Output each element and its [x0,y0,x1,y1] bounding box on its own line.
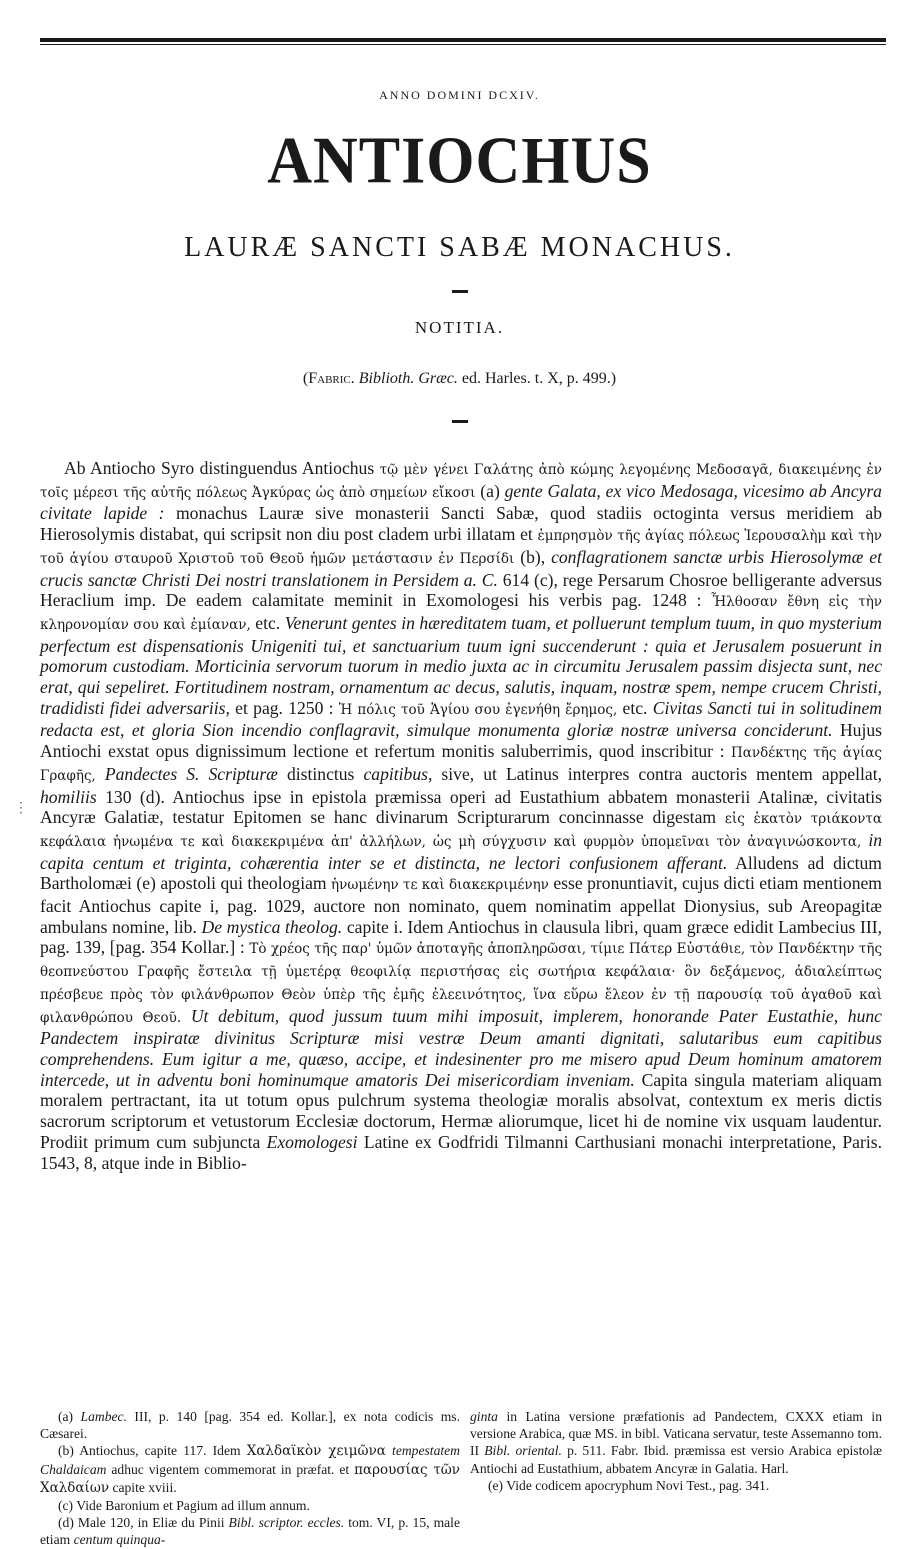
text-run: in Latina versione præfationis ad Pandectem, CXXX etiam in versione Arabica, quæ MS. in bibl. Vaticana servatur, teste Assemanno tom. II [470,1409,882,1459]
text-run: tom. VI, p. 15, male etiam [40,1515,460,1548]
italic-text: De mystica theolog. [201,916,343,937]
greek-text: ἡνωμένην τε καὶ διακεκριμένην [331,877,549,894]
greek-text: εἰς ἑκατὸν τριάκοντα κεφάλαια ἡνωμένα τε καὶ διακεκριμένα ἀπ' ἀλλήλων, ὡς μὴ σύγχυσιν καὶ φυρμὸν ὑπομεῖναι τὸν ἀναγινώσκοντα, [40,811,882,850]
margin-mark: ⋮ [14,801,28,816]
text-run: (d) Male 120, in Eliæ du Pinii [58,1515,229,1531]
text-run [96,764,105,784]
italic-text: Civitas Sancti tui in solitudinem redacta est, et gloria Sion incendio conflagravit, simulque monumenta gloriæ nostræ universa conciderunt. [40,697,882,741]
italic-text: ginta [470,1409,498,1424]
text-run: et pag. 1250 : [229,697,339,718]
paragraph [40,458,882,1173]
text-run: Capita singula materiam aliquam moralem pertractant, ita ut totum opus pulchrum systema theologiæ moralis absolvat, contextum ex meris dictis sacrorum scriptorum et vetustorum Ecclesiæ doctorum, Hermæ aliorumque, licet hi de nomine vix usquam laudentur. Prodiit primum cum subjuncta [40,1069,882,1152]
italic-text: Pandectes S. Scripturæ [104,763,278,784]
italic-text: tempestatem Chaldaicam [40,1443,460,1477]
italic-text: gente Galata, ex vico Medosaga, vicesimo ab Ancyra civitate lapide : [40,480,882,524]
italic-text: Bibl. scriptor. eccles. [228,1515,345,1531]
source-reference: (Fabric. Biblioth. Græc. ed. Harles. t. X, p. 499.) [302,370,617,387]
page-title: ANTIOCHUS [267,124,652,198]
footnotes-right [470,1408,882,1494]
top-rule [40,38,886,42]
italic-text: Bibl. oriental. [484,1443,562,1459]
footnote [40,1408,460,1442]
separator-dash [452,290,468,293]
italic-text: capitibus, [363,763,433,784]
text-run: Ab Antiocho Syro distinguendus Antiochus [64,458,380,478]
text-run: (e) Vide codicem apocryphum Novi Test., pag. 341. [488,1477,770,1493]
text-run: 614 (c), rege Persarum Chosroe belligerante adversus Heraclium imp. De eadem calamitate meminit in Exomologesi his verbis pag. 1248 : [40,569,882,611]
greek-text: τῷ μὲν γένει Γαλάτης ἀπὸ κώμης λεγομένης Μεδοσαγᾶ, διακειμένης ἐν τοῖς μέρεσι τῆς αὐτῆς πόλεως Ἀγκύρας ὡς ἀπὸ σημείων εἴκοσι [40,462,882,501]
running-head: ANNO DOMINI DCXIV. [379,88,540,102]
footnotes-left [40,1408,460,1549]
footnote [40,1514,460,1548]
main-text [40,458,882,1173]
separator-dash-2 [452,420,468,423]
greek-text: Ἡ πόλις τοῦ Ἁγίου σου ἐγενήθη ἔρημος, [338,701,618,718]
text-run: (a) [475,480,505,501]
text-run: esse pronuntiavit, cujus dicti etiam mentionem facit Antiochus capite i, pag. 1029, auctore non nominato, quem nominatim appellat Dionysius, sub Areopagitæ ambulans nomine, lib. [40,873,882,937]
text-run: III, p. 140 [pag. 354 ed. Kollar.], ex nota codicis ms. Cæsarei. [40,1409,460,1442]
greek-text: Χαλδαϊκὸν χειμῶνα [246,1443,386,1460]
text-run: adhuc vigentem commemorat in præfat. et [106,1461,355,1477]
page-subtitle: LAURÆ SANCTI SABÆ MONACHUS. [184,232,735,263]
text-run: etc. [250,612,285,633]
text-run: etc. [617,697,653,718]
text-run: (c) Vide Baronium et Pagium ad illum annum. [58,1498,310,1514]
footnote [470,1408,882,1477]
text-run: capite xviii. [109,1479,177,1495]
footnote [470,1477,882,1494]
footnote [40,1497,460,1514]
text-run: distinctus [277,763,364,784]
greek-text: ἐμπρησμὸν τῆς ἁγίας πόλεως Ἱερουσαλὴμ καὶ τὴν τοῦ ἁγίου σταυροῦ Χριστοῦ τοῦ Θεοῦ ἡμῶν μετάστασιν ἐν Περσίδι [40,528,882,567]
italic-text: homiliis [40,786,97,807]
italic-text: in capita centum et triginta, cohærentia inter se et distincta, ne lectori confusionem afferant. [40,829,882,873]
text-run: sive, ut Latinus interpres contra auctoris mentem appellat, [432,763,882,784]
greek-text: Ἦλθοσαν ἔθνη εἰς τὴν κληρονομίαν σου καὶ ἐμίαναν, [40,594,882,633]
italic-text: centum quinqua- [73,1532,166,1548]
italic-text: conflagrationem sanctæ urbis Hierosolymæ et crucis sanctæ Christi Dei nostri translationem in Persidem a. C. [40,546,882,590]
text-run: 130 (d). Antiochus ipse in epistola præmissa operi ad Eustathium abbatem monasterii Atalinæ, civitatis Ancyræ Galatiæ, testatur Epitomen se hanc divinarum Scripturarum concinnasse digestam [40,786,882,828]
greek-text: Πανδέκτης τῆς ἁγίας Γραφῆς, [40,745,882,784]
text-run: Alludens ad dictum Bartholomæi (e) apostoli qui theologiam [40,852,882,894]
italic-text: Lambec. [80,1409,127,1424]
text-run: capite i. Idem Antiochus in clausula libri, quam græce edidit Lambecius III, pag. 139, [pag. 354 Kollar.] : [40,916,882,958]
italic-text: Venerunt gentes in hæreditatem tuam, et polluerunt templum tuum, in quo mysterium perfectum est dispensationis Unigeniti tui, et sanctuarium tuum igni succenderunt : quia et Jerusalem posuerunt in pomorum custodiam. Morticinia servorum tuorum in medio juxta ac in circumitu Jerusalem passim disjecta sunt, nec erat, qui sepeliret. Fortitudinem nostram, ornamentum ac decus, salutis, inquam, nostræ spem, nempe crucem Christi, tradidisti fidei adversariis, [40,612,883,718]
text-run: p. 511. Fabr. Ibid. præmissa est versio Arabica epistolæ Antiochi ad Eustathium, abbatem Ancyræ in Galatia. Harl. [470,1443,883,1476]
text-run: monachus Lauræ sive monasterii Sancti Sabæ, quod stadiis octoginta versus meridiem ab Hierosolymis distabat, qui scripsit non diu post cladem urbi illatam et [40,503,882,545]
greek-text: Τὸ χρέος τῆς παρ' ὑμῶν ἀποταγῆς ἀποπληρῶσαι, τίμιε Πάτερ Εὐστάθιε, τὸν Πανδέκτην τῆς θεοπνεύστου Γραφῆς ἔστειλα τῇ ὑμετέρᾳ θεοφιλίᾳ περιστήσας εἰς σωτήρια κεφάλαια· ὃν δεξάμενος, ἀδιαλείπτως πρέσβευε πρὸς τὸν φιλάνθρωπον Θεὸν ὑπὲρ τῆς ἐμῆς ἐλεεινότητος, ἵνα εὕρω ἔλεον ἐν τῇ παρουσίᾳ τοῦ ἀγαθοῦ καὶ φιλανθρώπου Θεοῦ. [40,941,883,1026]
footnote [40,1442,460,1497]
greek-text: παρουσίας τῶν Χαλδαίων [40,1461,461,1496]
text-run [181,1006,191,1026]
text-run: (b), [514,546,552,567]
section-heading: NOTITIA. [414,318,505,337]
italic-text: Exomologesi [266,1131,358,1152]
text-run: (b) Antiochus, capite 117. Idem [58,1443,247,1459]
top-rule-thin [40,44,886,45]
text-run: Latine ex Godfridi Tilmanni Carthusiani monachi interpretatione, Paris. 1543, 8, atque inde in Biblio- [40,1131,882,1173]
text-run: Hujus Antiochi exstat opus dignissimum lectione et refertum monitis saluberrimis, quod inscribitur : [40,720,883,762]
text-run: (a) [58,1409,81,1424]
italic-text: Ut debitum, quod jussum tuum mihi imposuit, implerem, honorande Pater Eustathie, hunc Pandectem inspiratæ divinitus Scripturæ misi vestræ Deum amanti dignitati, salutaribus eum capitibus comprehendens. Eum igitur a me, quæso, accipe, et indesinenter pro me misero apud Deum hominum amatorem intercede, ut in adventu boni hominumque amatoris Dei misericordiam inveniam. [40,1005,882,1090]
